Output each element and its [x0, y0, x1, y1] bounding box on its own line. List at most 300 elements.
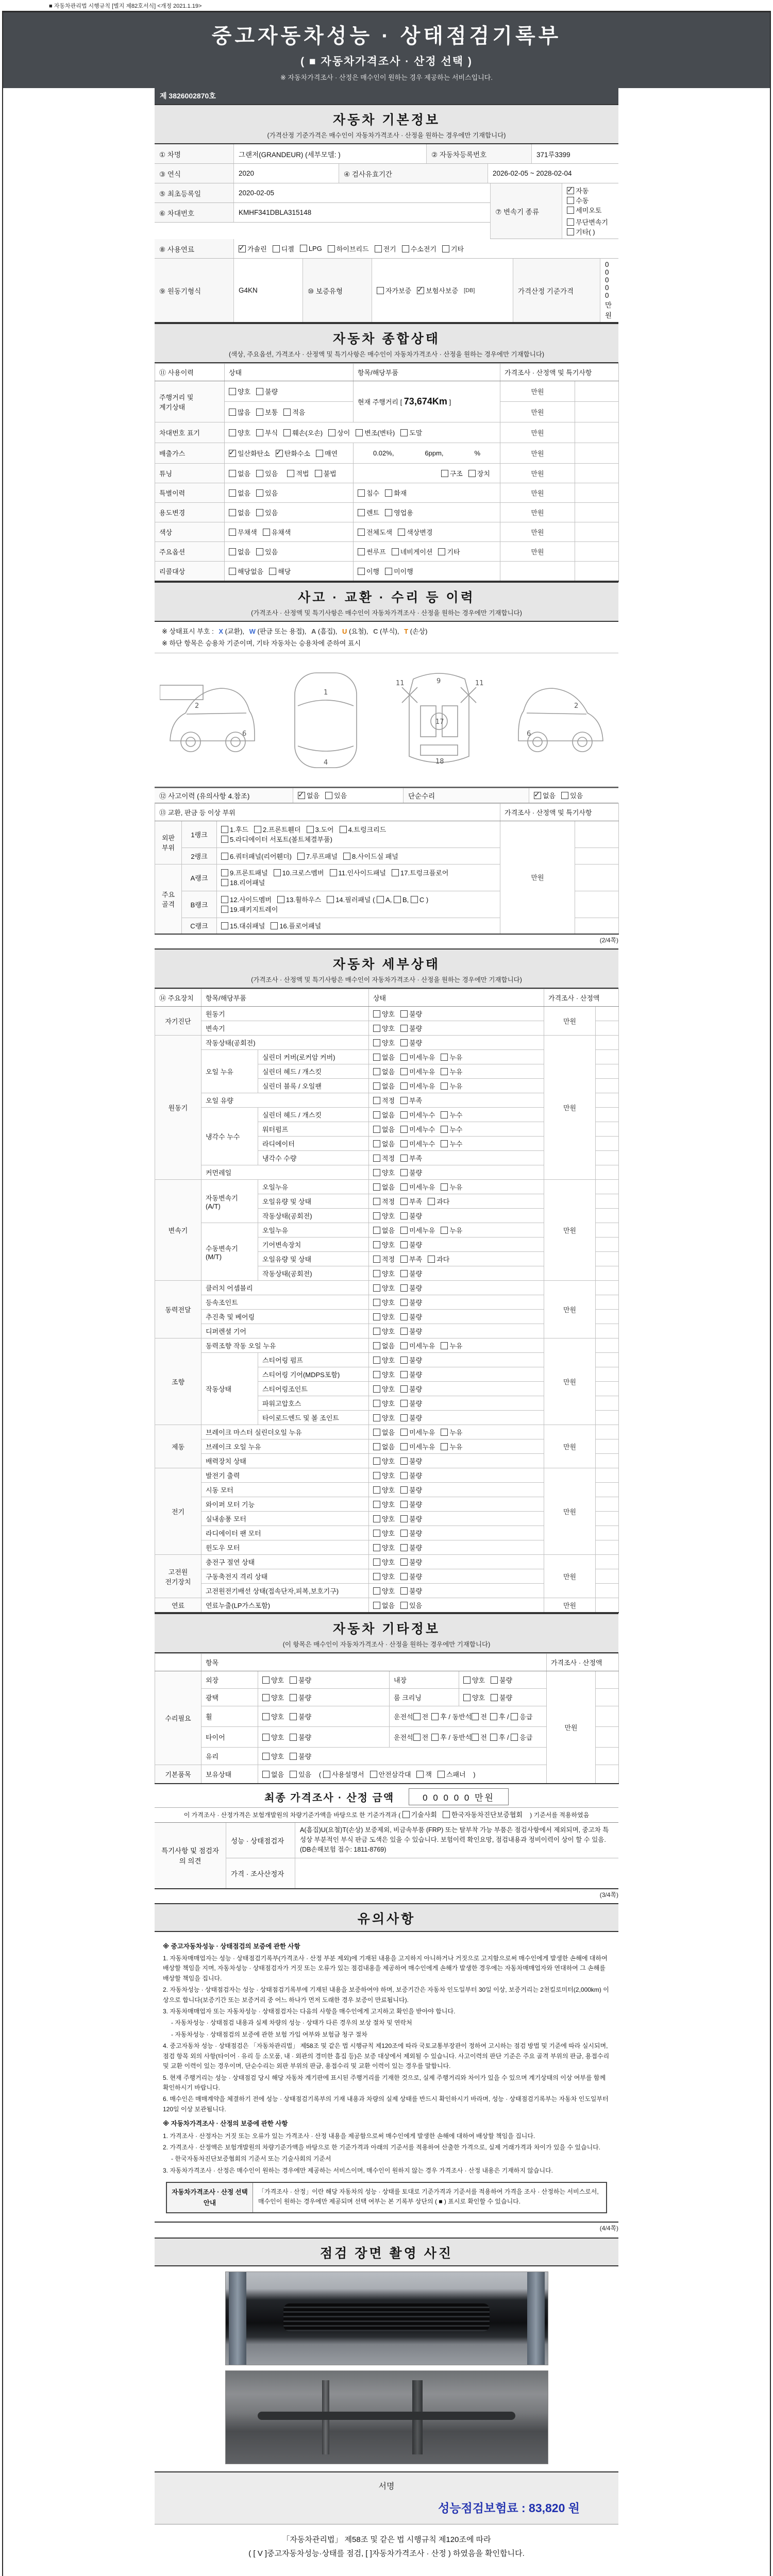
section-notice [155, 1903, 618, 1932]
legend-code-A: A [311, 627, 316, 635]
checkbox-미세누유[interactable] [400, 1054, 408, 1061]
checkbox-있음[interactable] [256, 509, 263, 516]
checkbox-불량[interactable] [400, 1472, 408, 1479]
checkbox-rear-f[interactable] [472, 1734, 479, 1741]
section-misc-note: (이 항목은 매수인이 자동차가격조사 · 산정을 원하는 경우에만 기재합니다) [282, 1641, 491, 1648]
checkbox-없음[interactable] [373, 1227, 380, 1234]
option-불량: 불량 [290, 1734, 311, 1741]
checkbox-탄화수소[interactable] [276, 450, 283, 457]
checkbox-누유[interactable] [441, 1183, 448, 1191]
checkbox-적법[interactable] [287, 470, 294, 477]
checkbox-미세누수[interactable] [400, 1126, 408, 1133]
option-해당없음: 해당없음 [229, 568, 263, 575]
checkbox-양호[interactable] [373, 1357, 380, 1364]
checkbox-불량[interactable] [400, 1501, 408, 1508]
checkbox-미세누유[interactable] [400, 1082, 408, 1090]
checkbox-있음[interactable] [400, 1602, 408, 1609]
checkbox-하이브리드[interactable] [328, 245, 335, 252]
checkbox-과다[interactable] [428, 1256, 435, 1263]
comprehensive-table [155, 363, 618, 582]
option-수소전기: 수소전기 [402, 244, 436, 253]
car-side-right [518, 688, 603, 752]
checkbox-불량[interactable] [290, 1713, 297, 1720]
option-양호: 양호 [373, 1010, 395, 1018]
section-comprehensive [155, 323, 618, 363]
checkbox-도말[interactable] [400, 429, 408, 436]
checkbox-썬루프[interactable] [358, 548, 365, 555]
checkbox-있음[interactable] [325, 792, 332, 799]
option-불량: 불량 [290, 1753, 311, 1760]
checkbox-불량[interactable] [290, 1676, 297, 1684]
checkbox-불량[interactable] [400, 1299, 408, 1306]
checkbox-불량[interactable] [400, 1241, 408, 1248]
checkbox-누유[interactable] [441, 1054, 448, 1061]
checkbox-없음[interactable] [373, 1602, 380, 1609]
checkbox-적음[interactable] [283, 409, 291, 416]
checkbox-있음[interactable] [256, 489, 263, 497]
option-불량: 불량 [400, 1212, 422, 1220]
checkbox-침수[interactable] [358, 489, 365, 497]
checkbox-미세누유[interactable] [400, 1068, 408, 1075]
checkbox-기타( )[interactable] [567, 228, 574, 235]
checkbox-누수[interactable] [441, 1111, 448, 1118]
option-불량: 불량 [400, 1357, 422, 1364]
page-marker-4: (4/4쪽) [599, 2224, 618, 2232]
option-미세누유: 미세누유 [400, 1054, 435, 1061]
checkbox-부족[interactable] [400, 1256, 408, 1263]
checkbox-불량[interactable] [290, 1694, 297, 1701]
checkbox-렌트[interactable] [358, 509, 365, 516]
checkbox-불량[interactable] [400, 1544, 408, 1551]
checkbox-front-f[interactable] [413, 1713, 421, 1720]
checkbox-불량[interactable] [491, 1694, 498, 1701]
option-누유: 누유 [441, 1342, 462, 1350]
checkbox-화재[interactable] [385, 489, 392, 497]
checkbox-양호[interactable] [373, 1025, 380, 1032]
basic-row-year: ③ 연식 2020 ④ 검사유효기간 2026-02-05 ~ 2028-02-04 [155, 164, 618, 183]
checkbox-19.패키지트레이[interactable] [221, 906, 228, 913]
checkbox-front-f[interactable] [413, 1734, 421, 1741]
footer-line-2: ( [ V ]중고자동차성능·상태를 점검, [ ]자동차가격조사 · 산정 ) 하였음을 확인합니다. [248, 2549, 525, 2558]
inspection-photo-front [225, 2272, 548, 2365]
checkbox-양호[interactable] [373, 1486, 380, 1494]
checkbox-없음[interactable] [373, 1429, 380, 1436]
checkbox-3.도어[interactable] [307, 826, 314, 833]
checkbox-4.트렁크리드[interactable] [340, 826, 347, 833]
checkbox-불량[interactable] [400, 1587, 408, 1595]
device-group-자기진단: 자기진단 [155, 1007, 201, 1036]
checkbox-양호[interactable] [373, 1544, 380, 1551]
checkbox-미이행[interactable] [385, 568, 392, 575]
checkbox-기술사회[interactable] [402, 1811, 410, 1818]
option-양호: 양호 [262, 1676, 284, 1684]
checkbox-적정[interactable] [373, 1198, 380, 1205]
option-불량: 불량 [400, 1544, 422, 1552]
panel-grid: ⑬ 교환, 판금 등 이상 부위 가격조사 · 산정액 및 특기사항 외판 부위 1랭크 1.후드 2.프론트휀더 3.도어 4.트렁크리드 5.라디에이터 서포트(볼트체결부품) 만원 2랭크 6.쿼터패널(리어휀더) 7.루프패널 8.사이드실 패널 주요 골격 A랭크 9.프론트패널 10.크로스멤버 11.인사이드패널 17.트렁크플로어 18.리어패널 B랭크 12.사이드멤버 13.휠하우스 14.필러패널 ( A, B, C ) 19.패키지트레이 C랭크 15.대쉬패널 16.플로어패널 [155, 803, 619, 935]
checkbox-매연[interactable] [316, 450, 323, 457]
checkbox-양호[interactable] [373, 1212, 380, 1219]
checkbox-해당없음[interactable] [229, 568, 236, 575]
checkbox-양호[interactable] [373, 1328, 380, 1335]
checkbox-과다[interactable] [428, 1198, 435, 1205]
checkbox-양호[interactable] [373, 1558, 380, 1566]
option-양호: 양호 [373, 1414, 395, 1422]
checkbox-front-r[interactable] [431, 1734, 439, 1741]
checkbox-미세누수[interactable] [400, 1111, 408, 1118]
checkbox-없음[interactable] [373, 1082, 380, 1090]
option-없음: 없음 [373, 1082, 395, 1090]
checkbox-잭[interactable] [416, 1771, 424, 1778]
checkbox-불량[interactable] [491, 1676, 498, 1684]
option-탄화수소: ✓ 탄화수소 [276, 450, 310, 457]
option-부식: 부식 [256, 429, 278, 437]
checkbox-불법[interactable] [315, 470, 322, 477]
checkbox-스패너[interactable] [438, 1771, 445, 1778]
option-없음: 없음 [373, 1140, 395, 1148]
option-전기: 전기 [375, 244, 396, 253]
checkbox-일산화탄소[interactable] [229, 450, 236, 457]
checkbox-유채색[interactable] [263, 529, 270, 536]
option-디젤: 디젤 [273, 244, 294, 253]
checkbox-10.크로스멤버[interactable] [274, 869, 281, 876]
option-8.사이드실 패널: 8.사이드실 패널 [343, 853, 398, 860]
option-보험사보증: ✓ 보험사보증 [417, 285, 458, 295]
car-underbody-view [160, 673, 476, 762]
checkbox-있음[interactable] [256, 470, 263, 477]
checkbox-세미오토[interactable] [567, 207, 574, 214]
option-기타( ): 기타( ) [567, 228, 595, 236]
option-양호: 양호 [373, 1530, 395, 1537]
checkbox-불량[interactable] [400, 1530, 408, 1537]
notice-item-0-4: - 자동차성능 · 상태점검의 보증에 관한 보험 가입 여부와 보험금 청구 절차 [171, 2030, 367, 2038]
checkbox-양호[interactable] [262, 1734, 270, 1741]
checkbox-양호[interactable] [373, 1385, 380, 1393]
checkbox-양호[interactable] [229, 429, 236, 436]
checkbox-emergency[interactable] [511, 1713, 518, 1720]
checkbox-18.리어패널[interactable] [221, 879, 228, 886]
checkbox-양호[interactable] [373, 1039, 380, 1046]
checkbox-양호[interactable] [373, 1284, 380, 1292]
checkbox-부족[interactable] [400, 1097, 408, 1104]
checkbox-양호[interactable] [373, 1515, 380, 1522]
misc-grid: 항목 가격조사 · 산정액 수리필요 외장 양호 불량 내장 양호 불량 만원 광택 양호 불량 룸 크리닝 양호 불량 휠 양호 불량 운전석 전 후 / 동반석 전 후 / 응급 타이어 양호 불량 운전석 전 후 / 동반석 전 후 / 응급 유리 양호 불량 기본품목 보유상태 없음 있음 ( 사용설명서 안전삼각대 잭 스패너 ) [155, 1653, 619, 1784]
checkbox-미세누유[interactable] [400, 1227, 408, 1234]
checkbox-훼손(오손)[interactable] [283, 429, 291, 436]
car-diagrams [155, 653, 618, 788]
checkbox-불량[interactable] [400, 1357, 408, 1364]
checkbox-기타[interactable] [438, 548, 445, 555]
checkbox-불량[interactable] [400, 1414, 408, 1421]
checkbox-front-r[interactable] [431, 1713, 439, 1720]
checkbox-불량[interactable] [400, 1385, 408, 1393]
option-양호: 양호 [463, 1694, 485, 1702]
notice-item-1-3: 3. 자동차가격조사 · 산정은 매수인이 원하는 경우에만 제공하는 서비스이며, 매수인이 원하지 않는 경우 가격조사 · 산정 내용은 기재하지 않습니다. [163, 2166, 553, 2174]
checkbox-가솔린[interactable] [239, 245, 246, 252]
checkbox-누유[interactable] [441, 1082, 448, 1090]
checkbox-양호[interactable] [463, 1694, 470, 1701]
checkbox-전기[interactable] [375, 245, 382, 252]
checkbox-있음[interactable] [290, 1771, 297, 1778]
checkbox-영업용[interactable] [385, 509, 392, 516]
option-이행: 이행 [358, 568, 379, 575]
checkbox-불량[interactable] [400, 1558, 408, 1566]
option-없음: 없음 [373, 1227, 395, 1234]
checkbox-13.휠하우스[interactable] [277, 896, 284, 903]
checkbox-불량[interactable] [400, 1486, 408, 1494]
checkbox-B[interactable] [394, 896, 401, 903]
checkbox-양호[interactable] [373, 1587, 380, 1595]
checkbox-불량[interactable] [400, 1212, 408, 1219]
checkbox-상이[interactable] [328, 429, 335, 436]
checkbox-누유[interactable] [441, 1443, 448, 1450]
checkbox-없음[interactable] [373, 1342, 380, 1349]
checkbox-미세누유[interactable] [400, 1443, 408, 1450]
form-code-note: ■ 자동차관리법 시행규칙 [별지 제82호서식] <개정 2021.1.19> [49, 3, 202, 9]
checkbox-양호[interactable] [262, 1676, 270, 1684]
checkbox-불량[interactable] [400, 1039, 408, 1046]
checkbox-양호[interactable] [373, 1313, 380, 1320]
checkbox-많음[interactable] [229, 409, 236, 416]
document-title: 중고자동차성능 · 상태점검기록부 [211, 25, 562, 47]
option-없음: 없음 [262, 1771, 284, 1778]
checkbox-없음[interactable] [534, 792, 541, 799]
checkbox-1.후드[interactable] [221, 826, 228, 833]
checkbox-불량[interactable] [400, 1328, 408, 1335]
checkbox-누유[interactable] [441, 1429, 448, 1436]
checkbox-있음[interactable] [256, 548, 263, 555]
car-side-left [170, 688, 255, 752]
checkbox-없음[interactable] [373, 1140, 380, 1147]
final-price-value: 0 0 0 0 0 만원 [409, 1788, 509, 1805]
checkbox-전체도색[interactable] [358, 529, 365, 536]
section-basic-title: 자동차 기본정보 [333, 113, 440, 127]
checkbox-양호[interactable] [373, 1400, 380, 1407]
checkbox-양호[interactable] [373, 1169, 380, 1176]
option-누수: 누수 [441, 1140, 462, 1148]
section-photos [155, 2238, 618, 2266]
option-양호: 양호 [373, 1039, 395, 1047]
option-없음: 없음 [229, 470, 250, 478]
option-양호: 양호 [373, 1371, 395, 1379]
checkbox-14.필러패널[interactable] [327, 896, 334, 903]
checkbox-장치[interactable] [468, 470, 476, 477]
checkbox-불량[interactable] [400, 1313, 408, 1320]
checkbox-없음[interactable] [373, 1183, 380, 1191]
checkbox-6.쿼터패널(리어휀더)[interactable] [221, 853, 228, 860]
checkbox-17.트렁크플로어[interactable] [392, 869, 399, 876]
checkbox-누수[interactable] [441, 1126, 448, 1133]
notice-item-0-1: 2. 자동차성능 · 상태점검자는 성능 · 상태점검기록부에 기재된 내용을 보증하여야 하며, 보증기간은 자동차 인도일부터 30일 이상, 보증거리는 2천킬로미터(2,000km) 이상으로 합니다(보증기간 또는 보증거리 중 어느 하나가 먼저 도래한 경우 보증이 만료됩니다). [163, 1986, 609, 2004]
option-미세누유: 미세누유 [400, 1429, 435, 1436]
checkbox-네비게이션[interactable] [392, 548, 399, 555]
checkbox-불량[interactable] [400, 1270, 408, 1277]
checkbox-해당[interactable] [269, 568, 276, 575]
checkbox-양호[interactable] [463, 1676, 470, 1684]
checkbox-5.라디에이터 서포트(볼트체결부품)[interactable] [221, 836, 228, 843]
checkbox-8.사이드실 패널[interactable] [343, 853, 350, 860]
checkbox-변조(변타)[interactable] [356, 429, 363, 436]
checkbox-양호[interactable] [373, 1241, 380, 1248]
checkbox-불량[interactable] [400, 1010, 408, 1018]
option-세미오토: 세미오토 [567, 207, 601, 214]
checkbox-양호[interactable] [262, 1713, 270, 1720]
checkbox-불량[interactable] [256, 388, 263, 395]
checkbox-없음[interactable] [373, 1068, 380, 1075]
checkbox-누유[interactable] [441, 1068, 448, 1075]
checkbox-없음[interactable] [229, 489, 236, 497]
checkbox-없음[interactable] [229, 509, 236, 516]
option-미세누유: 미세누유 [400, 1443, 435, 1451]
checkbox-없음[interactable] [373, 1111, 380, 1118]
checkbox-누유[interactable] [441, 1227, 448, 1234]
option-없음: 없음 [373, 1342, 395, 1350]
option-4.트렁크리드: 4.트렁크리드 [340, 826, 386, 834]
checkbox-A[interactable] [377, 896, 384, 903]
checkbox-불량[interactable] [400, 1025, 408, 1032]
checkbox-미세누유[interactable] [400, 1183, 408, 1191]
legend-code-X: X [219, 627, 223, 635]
checkbox-누수[interactable] [441, 1140, 448, 1147]
checkbox-양호[interactable] [229, 388, 236, 395]
option-불량: 불량 [491, 1694, 512, 1702]
option-불량: 불량 [400, 1313, 422, 1321]
checkbox-불량[interactable] [400, 1371, 408, 1378]
checkbox-불량[interactable] [400, 1515, 408, 1522]
option-없음: 없음 [373, 1443, 395, 1451]
price-service-box [166, 2182, 607, 2213]
basic-row-name: ① 차명 그랜저(GRANDEUR) (세부모델: ) ② 자동차등록번호 371루3399 [155, 144, 618, 164]
checkbox-기타[interactable] [442, 245, 449, 252]
notice-item-0-7: 6. 매수인은 매매계약을 체결하기 전에 성능 · 상태점검기록부의 기재 내용과 차량의 실제 상태를 반드시 확인하시기 바라며, 성능 · 상태점검기록부는 자동차 인도일부터 120일 이상 보관됩니다. [163, 2095, 609, 2113]
checkbox-미세누수[interactable] [400, 1140, 408, 1147]
checkbox-양호[interactable] [373, 1270, 380, 1277]
checkbox-12.사이드멤버[interactable] [221, 896, 228, 903]
checkbox-미세누유[interactable] [400, 1342, 408, 1349]
checkbox-불량[interactable] [290, 1753, 297, 1760]
checkbox-7.루프패널[interactable] [297, 853, 305, 860]
checkbox-없음[interactable] [298, 792, 305, 799]
panel-rank-table [155, 803, 618, 935]
checkbox-부족[interactable] [400, 1198, 408, 1205]
document-content [155, 88, 618, 2524]
checkbox-불량[interactable] [400, 1169, 408, 1176]
checkbox-안전삼각대[interactable] [370, 1771, 377, 1778]
checkbox-없음[interactable] [373, 1443, 380, 1450]
checkbox-양호[interactable] [373, 1458, 380, 1465]
option-17.트렁크플로어: 17.트렁크플로어 [392, 869, 448, 877]
checkbox-양호[interactable] [373, 1472, 380, 1479]
checkbox-9.프론트패널[interactable] [221, 869, 228, 876]
checkbox-자동[interactable] [567, 187, 574, 194]
checkbox-한국자동차진단보증협회[interactable] [443, 1811, 450, 1818]
checkbox-양호[interactable] [373, 1010, 380, 1018]
checkbox-수소전기[interactable] [402, 245, 409, 252]
checkbox-적정[interactable] [373, 1256, 380, 1263]
checkbox-불량[interactable] [400, 1284, 408, 1292]
confirmation-footer [3, 2524, 770, 2576]
checkbox-구조[interactable] [441, 470, 448, 477]
checkbox-emergency[interactable] [511, 1734, 518, 1741]
checkbox-2.프론트휀더[interactable] [254, 826, 261, 833]
checkbox-양호[interactable] [262, 1753, 270, 1760]
checkbox-색상변경[interactable] [398, 529, 405, 536]
checkbox-자가보증[interactable] [377, 287, 384, 294]
checkbox-양호[interactable] [262, 1694, 270, 1701]
checkbox-16.플로어패널[interactable] [271, 922, 278, 929]
device-group-조향: 조향 [155, 1338, 201, 1425]
checkbox-양호[interactable] [373, 1573, 380, 1580]
option-과다: 과다 [428, 1256, 449, 1263]
option-3.도어: 3.도어 [307, 826, 334, 834]
svg-text:2: 2 [574, 702, 579, 710]
section-basic-note: (가격산정 기준가격은 매수인이 자동차가격조사 · 산정을 원하는 경우에만 기재합니다) [267, 132, 506, 139]
checkbox-무단변속기[interactable] [567, 218, 574, 226]
checkbox-LPG[interactable] [300, 245, 307, 252]
device-group-제동: 제동 [155, 1425, 201, 1468]
checkbox-rear-f[interactable] [472, 1713, 479, 1720]
option-불량: 불량 [400, 1573, 422, 1581]
checkbox-양호[interactable] [373, 1501, 380, 1508]
checkbox-없음[interactable] [373, 1126, 380, 1133]
checkbox-불량[interactable] [290, 1734, 297, 1741]
checkbox-rear-r[interactable] [490, 1734, 497, 1741]
checkbox-사용설명서[interactable] [323, 1771, 330, 1778]
checkbox-없음[interactable] [229, 548, 236, 555]
checkbox-적정[interactable] [373, 1155, 380, 1162]
checkbox-부식[interactable] [256, 429, 263, 436]
option-기술사회: 기술사회 [402, 1811, 437, 1819]
checkbox-수동[interactable] [567, 197, 574, 204]
option-양호: 양호 [373, 1558, 395, 1566]
option-불량: 불량 [256, 388, 278, 396]
checkbox-적정[interactable] [373, 1097, 380, 1104]
option-부족: 부족 [400, 1155, 422, 1162]
checkbox-없음[interactable] [262, 1771, 270, 1778]
checkbox-디젤[interactable] [273, 245, 280, 252]
checkbox-이행[interactable] [358, 568, 365, 575]
notice-heading-0: ※ 중고자동차성능 · 상태점검의 보증에 관한 사항 [163, 1942, 300, 1950]
checkbox-불량[interactable] [400, 1573, 408, 1580]
checkbox-C[interactable] [411, 896, 418, 903]
checkbox-무채색[interactable] [229, 529, 236, 536]
section-detail-note: (가격조사 · 산정액 및 특기사항은 매수인이 자동차가격조사 · 산정을 원하는 경우에만 기재합니다) [251, 976, 522, 984]
option-부족: 부족 [400, 1198, 422, 1206]
checkbox-rear-r[interactable] [490, 1713, 497, 1720]
checkbox-양호[interactable] [373, 1414, 380, 1421]
checkbox-양호[interactable] [373, 1530, 380, 1537]
option-불량: 불량 [400, 1458, 422, 1465]
checkbox-없음[interactable] [229, 470, 236, 477]
option-LPG: LPG [300, 245, 322, 252]
checkbox-누유[interactable] [441, 1342, 448, 1349]
checkbox-보통[interactable] [256, 409, 263, 416]
checkbox-불량[interactable] [400, 1458, 408, 1465]
checkbox-양호[interactable] [373, 1371, 380, 1378]
checkbox-양호[interactable] [373, 1299, 380, 1306]
checkbox-없음[interactable] [373, 1054, 380, 1061]
checkbox-15.대쉬패널[interactable] [221, 922, 228, 929]
section-misc [155, 1613, 618, 1653]
option-도말: 도말 [400, 429, 422, 437]
checkbox-미세누유[interactable] [400, 1429, 408, 1436]
option-양호: 양호 [373, 1299, 395, 1307]
checkbox-보험사보증[interactable] [417, 287, 424, 294]
checkbox-있음[interactable] [561, 792, 568, 799]
checkbox-불량[interactable] [400, 1400, 408, 1407]
checkbox-11.인사이드패널[interactable] [330, 869, 337, 876]
checkbox-부족[interactable] [400, 1155, 408, 1162]
option-1.후드: 1.후드 [221, 826, 248, 834]
